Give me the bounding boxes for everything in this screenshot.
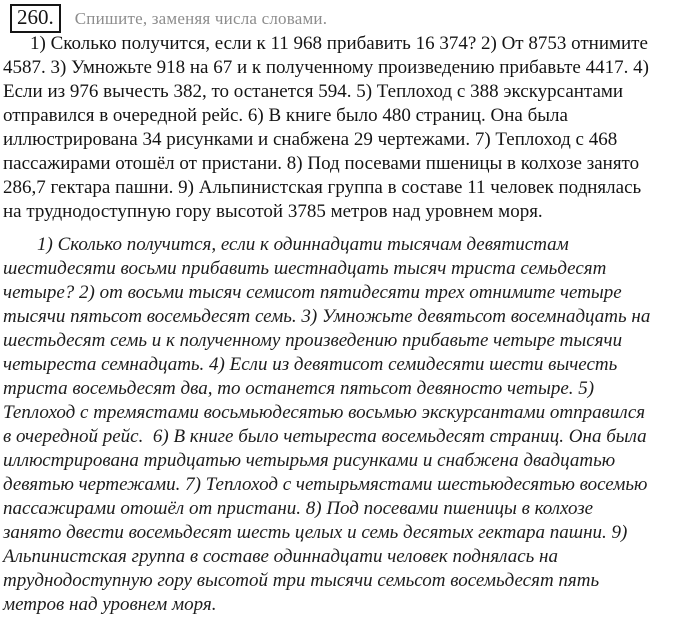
problem-line: 1) Сколько получится, если к 11 968 прибавить 16 374? 2) От 8753 отнимите [30, 33, 648, 54]
solution-line: девятью чертежами. 7) Теплоход с четырьмястами шестьюдесятью восемью [3, 474, 648, 495]
problem-line: Если из 976 вычесть 382, то останется 594. 5) Теплоход с 388 экскурсантами [3, 81, 624, 102]
solution-line: триста восемьдесят два, то останется пятьсот девяносто четыре. 5) [3, 378, 595, 399]
problem-paragraph [3, 32, 699, 224]
solution-line: Теплоход с тремястами восьмьюдесятью восьмью экскурсантами отправился [3, 402, 646, 423]
problem-line: отправился в очередной рейс. 6) В книге было 480 страниц. Она была [3, 105, 568, 126]
solution-line: пассажирами отошёл от пристани. 8) Под посевами пшеницы в колхозе [3, 498, 594, 519]
solution-line: труднодоступную гору высотой три тысячи семьсот восемьдесят пять [3, 570, 600, 591]
exercise-instruction: Спишите, заменяя числа словами. [74, 8, 328, 28]
problem-line: 4587. 3) Умножьте 918 на 67 и к полученному произведению прибавьте 4417. 4) [3, 57, 649, 78]
exercise-header [10, 4, 327, 33]
solution-line: в очередной рейс. 6) В книге было четыреста восемьдесят страниц. Она была [3, 426, 647, 447]
problem-line: пассажирами отошёл от пристани. 8) Под посевами пшеницы в колхозе занято [3, 153, 640, 174]
problem-line: на труднодоступную гору высотой 3785 метров над уровнем моря. [3, 201, 543, 222]
solution-line: шестидесяти восьми прибавить шестнадцать тысяч триста семьдесят [3, 258, 607, 279]
solution-line: занято двести восемьдесят шесть целых и семь десятых гектара пашни. 9) [3, 522, 628, 543]
exercise-number-box: 260. [10, 4, 61, 33]
solution-line: шестьдесят семь и к полученному произведению прибавьте четыре тысячи [3, 330, 623, 351]
solution-line: Альпинистская группа в составе одиннадцати человек поднялась на [3, 546, 558, 567]
solution-line: метров над уровнем моря. [3, 594, 217, 615]
solution-line: тысячи пятьсот восемьдесят семь. 3) Умножьте девятьсот восемнадцать на [3, 306, 651, 327]
solution-line: четыреста семнадцать. 4) Если из девятисот семидесяти шести вычесть [3, 354, 618, 375]
solution-line: четыре? 2) от восьми тысяч семисот пятидесяти трех отнимите четыре [3, 282, 622, 303]
solution-line: 1) Сколько получится, если к одиннадцати тысячам девятистам [37, 234, 569, 255]
problem-line: 286,7 гектара пашни. 9) Альпинистская группа в составе 11 человек поднялась [3, 177, 642, 198]
problem-line: иллюстрирована 34 рисунками и снабжена 29 чертежами. 7) Теплоход с 468 [3, 129, 618, 150]
solution-line: иллюстрирована тридцатью четырьмя рисунками и снабжена двадцатью [3, 450, 616, 471]
solution-paragraph [3, 233, 699, 617]
